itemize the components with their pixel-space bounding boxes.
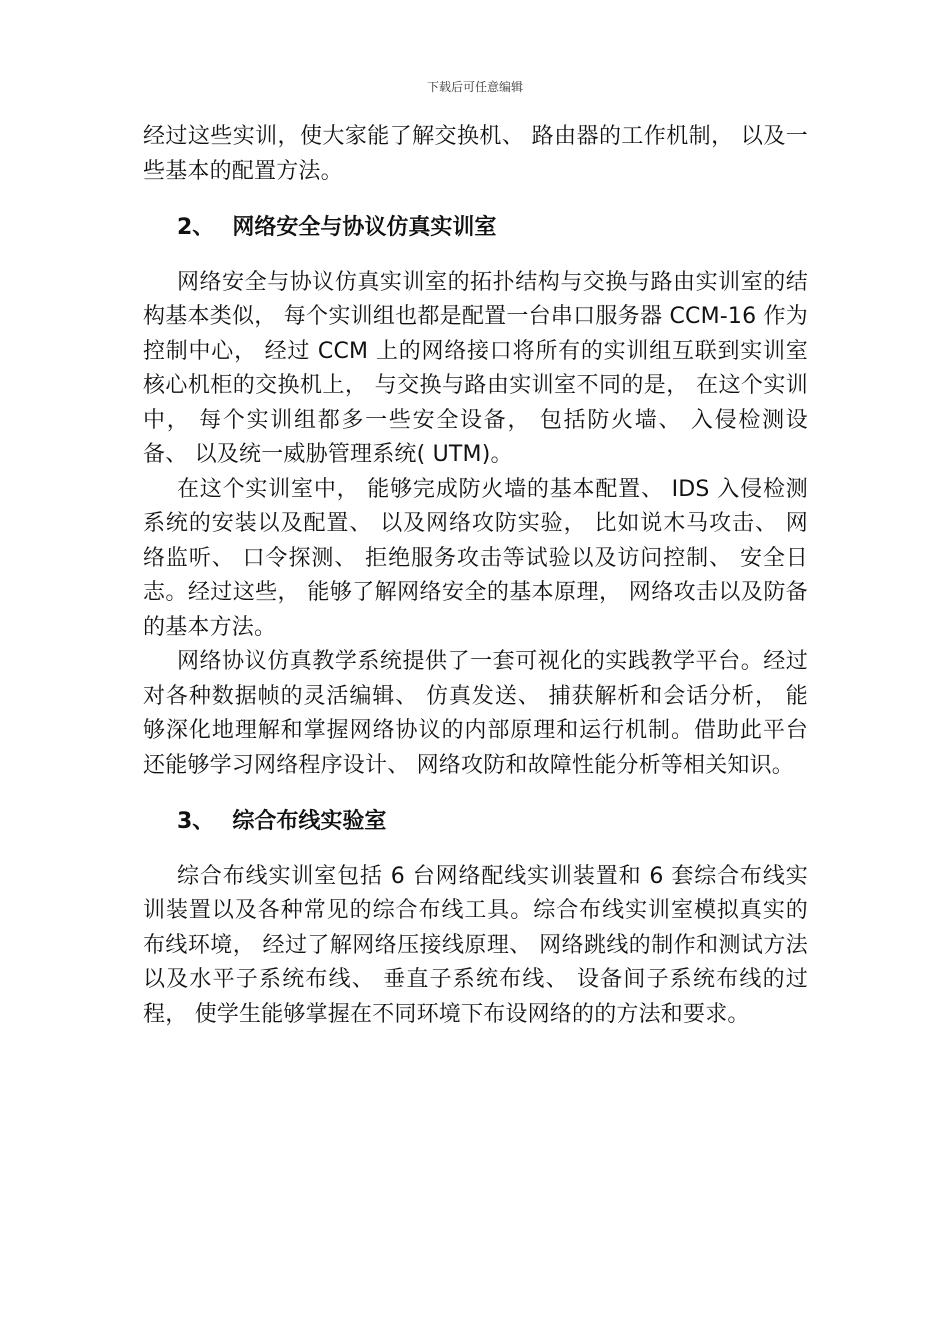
section-number: 2、 — [177, 215, 215, 240]
section-heading-3 — [143, 805, 808, 840]
body-paragraph: 在这个实训室中， 能够完成防火墙的基本配置、 IDS 入侵检测系统的安装以及配置、 以及网络攻防实验， 比如说木马攻击、 网络监听、 口令探测、 拒绝服务攻击等试验以及访问控制、 安全日志。经过这些， 能够了解网络安全的基本原理， 网络攻击以及防备的基本方法。 — [143, 476, 808, 640]
spacer — [143, 783, 808, 805]
section-number: 3、 — [177, 809, 215, 834]
document-body — [143, 120, 808, 1032]
spacer — [143, 840, 808, 860]
body-paragraph: 网络协议仿真教学系统提供了一套可视化的实践教学平台。经过对各种数据帧的灵活编辑、 仿真发送、 捕获解析和会话分析， 能够深化地理解和掌握网络协议的内部原理和运行机制。借助此平台还能够学习网络程序设计、 网络攻防和故障性能分析等相关知识。 — [143, 649, 808, 778]
spacer — [143, 189, 808, 211]
intro-paragraph: 经过这些实训，使大家能了解交换机、 路由器的工作机制， 以及一些基本的配置方法。 — [143, 124, 808, 184]
section-title: 综合布线实验室 — [232, 809, 387, 834]
section-title: 网络安全与协议仿真实训室 — [232, 215, 497, 240]
body-paragraph: 网络安全与协议仿真实训室的拓扑结构与交换与路由实训室的结构基本类似， 每个实训组也都是配置一台串口服务器 CCM-16 作为控制中心， 经过 CCM 上的网络接口将所有的实训组互联到实训室核心机柜的交换机上， 与交换与路由实训室不同的是， 在这个实训中， 每个实训组都多一些安全设备， 包括防火墙、 入侵检测设备、 以及统一威胁管理系统( UTM)。 — [143, 269, 808, 467]
page-header: 下载后可任意编辑 — [426, 80, 523, 94]
section-heading-2 — [143, 211, 808, 246]
body-paragraph: 综合布线实训室包括 6 台网络配线实训装置和 6 套综合布线实训装置以及各种常见的综合布线工具。综合布线实训室模拟真实的布线环境， 经过了解网络压接线原理、 网络跳线的制作和测试方法以及水平子系统布线、 垂直子系统布线、 设备间子系统布线的过程， 使学生能够掌握在不同环境下布设网络的的方法和要求。 — [143, 863, 808, 1027]
spacer — [143, 246, 808, 266]
